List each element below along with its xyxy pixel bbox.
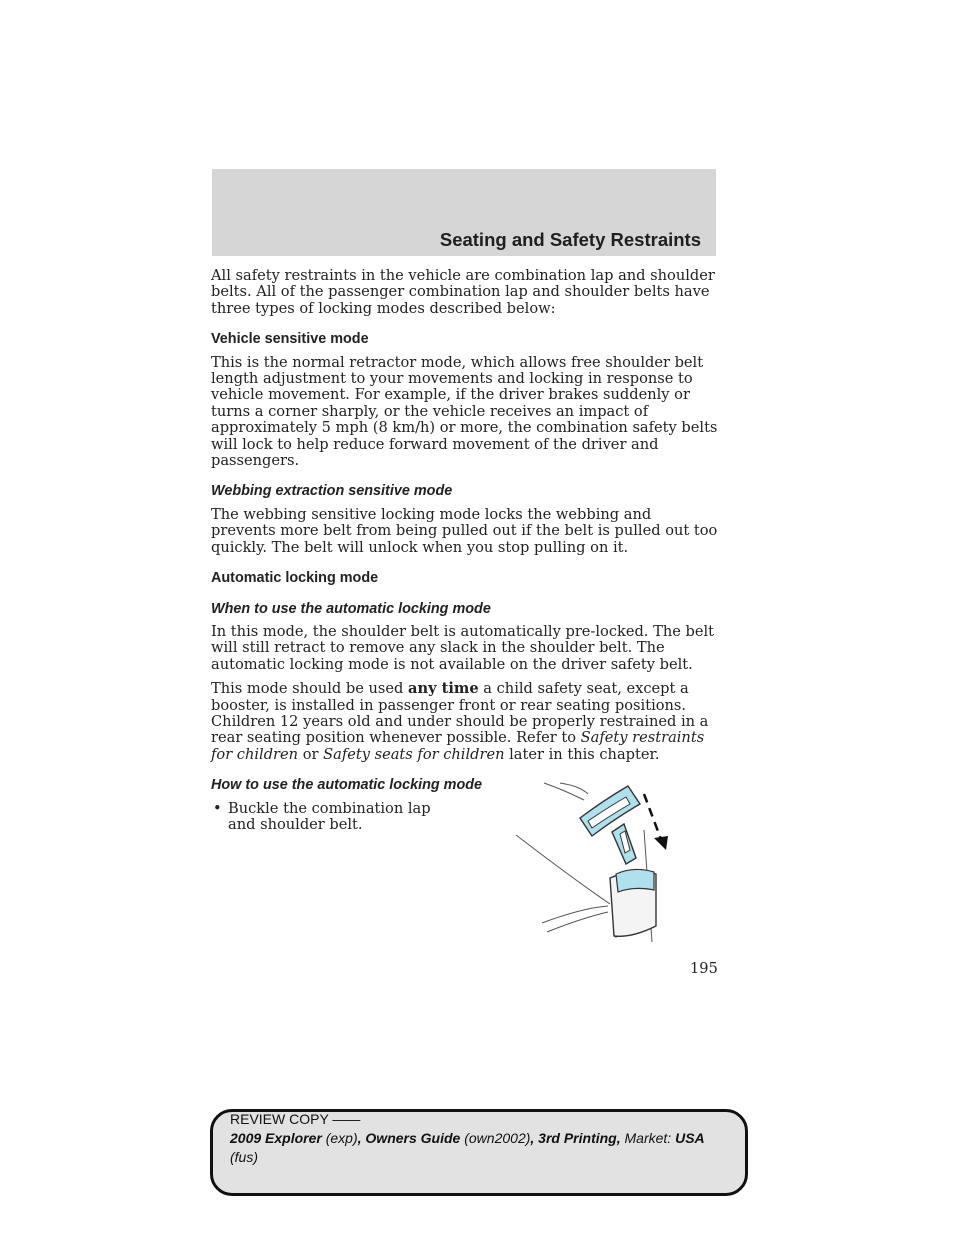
intro-paragraph: All safety restraints in the vehicle are combination lap and shoulder belts. All of the passenger combination lap and shoulder belts have three types of locking modes described below: <box>211 267 715 317</box>
usage-text-3: or <box>298 745 324 763</box>
footer-guide: Owners Guide <box>365 1130 461 1146</box>
vehicle-sensitive-paragraph: This is the normal retractor mode, which allows free shoulder belt length adjustment to your movements and locking in response to vehicle movement. For example, if the driver brakes suddenly or turns a corner sharply, or the vehicle receives an impact of approximately 5 mph (8 km/h) or more, the combination safety belts will lock to help reduce forward movement of the driver and passengers. <box>211 353 718 470</box>
page-content <box>211 268 719 833</box>
footer-model: 2009 Explorer <box>230 1130 322 1146</box>
footer-details <box>230 1129 734 1148</box>
steps-list <box>211 801 461 834</box>
page-number: 195 <box>690 960 718 977</box>
automatic-locking-heading: Automatic locking mode <box>211 570 379 587</box>
footer-model-code: (exp) <box>325 1130 358 1146</box>
footer-printing: 3rd Printing, <box>538 1130 621 1146</box>
footer-market: USA <box>675 1130 705 1146</box>
section-title: Seating and Safety Restraints <box>439 229 701 250</box>
list-item: • Buckle the combination lap and shoulder belt. <box>211 801 461 834</box>
footer-separator-1: , <box>357 1130 366 1146</box>
when-to-use-paragraph: In this mode, the shoulder belt is automatically pre-locked. The belt will still retract to remove any slack in the shoulder belt. The automatic locking mode is not available on the driver safety belt. <box>211 622 715 673</box>
webbing-paragraph: The webbing sensitive locking mode locks the webbing and prevents more belt from being pulled out if the belt is pulled out too quickly. The belt will unlock when you stop pulling on it. <box>211 505 718 556</box>
usage-text-4: later in this chapter. <box>504 745 660 763</box>
usage-text-1: This mode should be used <box>211 680 409 698</box>
seat-belt-buckle-icon <box>512 778 672 946</box>
footer-separator-2: , <box>530 1130 539 1146</box>
footer-market-label: Market: <box>624 1130 672 1146</box>
usage-text-2: a child safety seat, except a booster, is installed in passenger front or rear seating positions. Children 12 years old and under should be properly restrained in a rear seating position whenever possible. Refer to <box>211 680 709 747</box>
usage-emphasis: any time <box>408 680 479 698</box>
reference-children-restraints: Safety restraints for children <box>211 729 705 763</box>
how-to-use-heading: How to use the automatic locking mode <box>211 777 483 794</box>
webbing-heading: Webbing extraction sensitive mode <box>211 483 453 500</box>
reference-children-seats: Safety seats for children <box>323 745 505 763</box>
when-to-use-heading: When to use the automatic locking mode <box>211 600 491 617</box>
review-footer <box>230 1110 734 1167</box>
footer-market-code: (fus) <box>230 1149 258 1165</box>
review-copy-label: REVIEW COPY —— <box>230 1111 361 1127</box>
usage-paragraph <box>211 681 719 763</box>
section-header <box>212 169 716 256</box>
footer-guide-code: (own2002) <box>464 1130 531 1146</box>
vehicle-sensitive-heading: Vehicle sensitive mode <box>211 331 369 348</box>
